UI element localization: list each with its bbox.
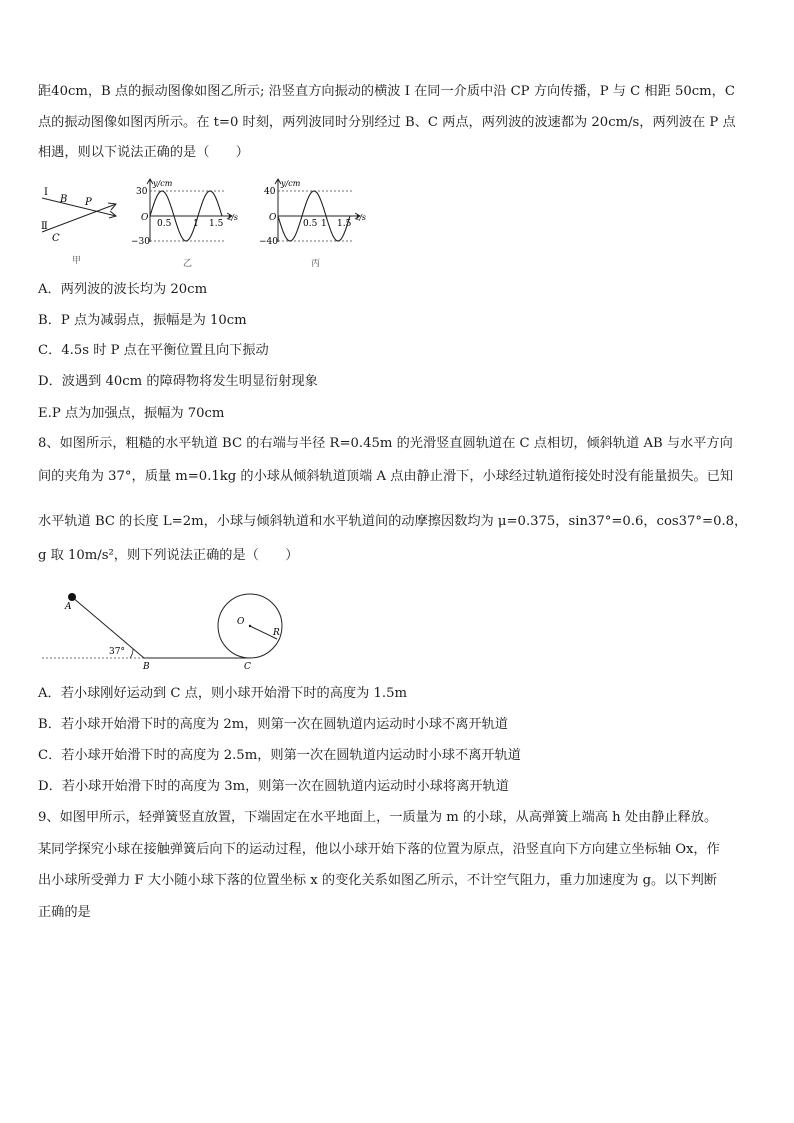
x-tick-0.5: 0.5 xyxy=(157,219,172,229)
q7-option-b[interactable]: B．P 点为减弱点，振幅是为 10cm xyxy=(38,313,247,328)
q7-option-a[interactable]: A．两列波的波长均为 20cm xyxy=(38,282,208,297)
x-tick-1.5: 1.5 xyxy=(337,219,352,229)
q7-text-line-3: 相遇，则以下说法正确的是（ ） xyxy=(38,145,249,160)
label-B: B xyxy=(60,194,68,205)
t-label: t/s xyxy=(356,213,367,222)
label-II: Ⅱ xyxy=(41,221,48,232)
q7-option-d[interactable]: D．波遇到 40cm 的障碍物将发生明显衍射现象 xyxy=(38,374,318,389)
label-C: C xyxy=(244,662,251,672)
angle-label: 37° xyxy=(109,647,125,657)
q8-text-line-3: 水平轨道 BC 的长度 L=2m，小球与倾斜轨道和水平轨道间的动摩擦因数均为 μ=0.375，sin37°=0.6，cos37°=0.8， xyxy=(38,514,748,529)
wave-path-II xyxy=(42,204,116,232)
q8-text-line-1: 8、如图所示，粗糙的水平轨道 BC 的右端与半径 R=0.45m 的光滑竖直圆轨道在 C 点相切，倾斜轨道 AB 与水平方向 xyxy=(38,436,733,451)
caption-bing: 丙 xyxy=(311,259,321,269)
label-B: B xyxy=(143,662,150,672)
q7-text-line-1: 距40cm，B 点的振动图像如图乙所示; 沿竖直方向振动的横波 I 在同一介质中沿 CP 方向传播，P 与 C 相距 50cm，C xyxy=(38,84,735,99)
q9-text-line-1: 9、如图甲所示，轻弹簧竖直放置，下端固定在水平地面上，一质量为 m 的小球，从高弹簧上端高 h 处由静止释放。 xyxy=(38,810,718,825)
label-P: P xyxy=(85,197,92,208)
q9-text-line-2: 某同学探究小球在接触弹簧后向下的运动过程，他以小球开始下落的位置为原点，沿竖直向下方向建立坐标轴 Ox，作 xyxy=(38,842,720,857)
incline-track-ab xyxy=(72,597,144,658)
y-label: y/cm xyxy=(281,179,301,188)
q8-option-c[interactable]: C．若小球开始滑下时的高度为 2.5m，则第一次在圆轨道内运动时小球不离开轨道 xyxy=(38,748,521,763)
q9-text-line-4: 正确的是 xyxy=(38,905,91,920)
q8-option-d[interactable]: D．若小球开始滑下时的高度为 3m，则第一次在圆轨道内运动时小球将离开轨道 xyxy=(38,779,509,794)
q9-text-line-3: 出小球所受弹力 F 大小随小球下落的位置坐标 x 的变化关系如图乙所示，不计空气阻力，重力加速度为 g。以下判断 xyxy=(38,873,717,888)
q7-figure-jia xyxy=(38,180,122,270)
y-tick-top: 40 xyxy=(264,187,276,197)
angle-arc xyxy=(130,649,133,658)
caption-yi: 乙 xyxy=(183,259,193,269)
q8-option-a[interactable]: A．若小球刚好运动到 C 点，则小球开始滑下时的高度为 1.5m xyxy=(38,686,407,701)
label-O: O xyxy=(237,617,245,627)
x-tick-1.5: 1.5 xyxy=(209,219,224,229)
q8-option-b[interactable]: B．若小球开始滑下时的高度为 2m，则第一次在圆轨道内运动时小球不离开轨道 xyxy=(38,717,508,732)
q7-option-c[interactable]: C．4.5s 时 P 点在平衡位置且向下振动 xyxy=(38,343,269,358)
y-tick-bottom: −40 xyxy=(259,237,278,247)
y-label: y/cm xyxy=(153,179,173,188)
q7-figure-yi xyxy=(128,176,240,270)
q8-text-line-4: g 取 10m/s²，则下列说法正确的是（ ） xyxy=(38,548,299,563)
q7-text-line-2: 点的振动图像如图丙所示。在 t=0 时刻，两列波同时分别经过 B、C 两点，两列波的波速都为 20cm/s，两列波在 P 点 xyxy=(38,115,736,130)
ball-icon xyxy=(68,593,76,601)
t-label: t/s xyxy=(228,213,239,222)
x-tick-0.5: 0.5 xyxy=(303,219,318,229)
x-tick-1: 1 xyxy=(193,219,199,229)
q7-option-e[interactable]: E.P 点为加强点，振幅为 70cm xyxy=(38,406,225,421)
origin: O xyxy=(141,213,149,223)
q8-figure-track xyxy=(38,588,298,672)
q7-figure-bing xyxy=(256,176,368,270)
y-tick-top: 30 xyxy=(136,187,148,197)
wave-path-I xyxy=(42,198,116,216)
label-R: R xyxy=(273,628,280,638)
x-tick-1: 1 xyxy=(321,219,327,229)
q8-text-line-2: 间的夹角为 37°，质量 m=0.1kg 的小球从倾斜轨道顶端 A 点由静止滑下，小球经过轨道衔接处时没有能量损失。已知 xyxy=(38,469,734,484)
label-A: A xyxy=(65,602,72,612)
label-C: C xyxy=(52,233,60,244)
y-tick-bottom: −30 xyxy=(131,237,150,247)
origin: O xyxy=(269,213,277,223)
caption-jia: 甲 xyxy=(72,256,82,266)
label-I: Ⅰ xyxy=(44,187,48,198)
